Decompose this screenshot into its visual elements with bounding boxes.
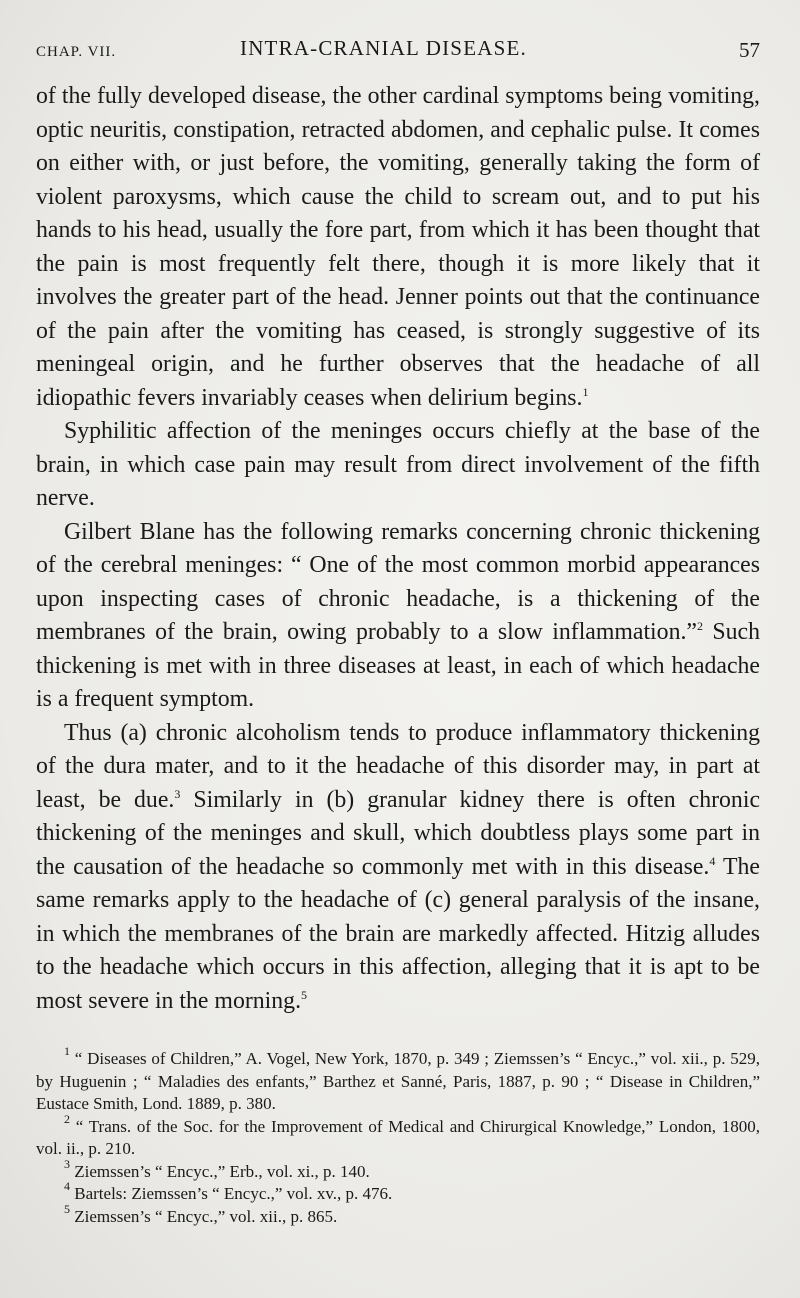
footnote-ref: 5 [301, 987, 308, 1002]
footnote-text: Ziemssen’s “ Encyc.,” Erb., vol. xi., p. 140. [74, 1161, 370, 1181]
paragraph-text: Such thickening is met with in three diseases at least, in each of which headache is a frequent symptom. [36, 619, 760, 712]
footnote [36, 1201, 760, 1229]
running-title: INTRA-CRANIAL DISEASE. [240, 36, 527, 60]
footnote-ref: 2 [696, 619, 703, 633]
page-number: 57 [739, 38, 760, 62]
footnote-number: 5 [64, 1201, 70, 1216]
paragraph [36, 717, 760, 1019]
footnote-text: Bartels: Ziemssen’s “ Encyc.,” vol. xv., p. 476. [74, 1184, 393, 1203]
paragraph-text: Syphilitic affection of the meninges occurs chiefly at the base of the brain, in which case pain may result from direct involvement of the fifth nerve. [36, 418, 760, 511]
footnote-text: “ Trans. of the Soc. for the Improvement of Medical and Chirurgical Knowledge,” London, 1800, vol. ii., p. 210. [36, 1116, 760, 1158]
footnote [36, 1111, 760, 1161]
footnote-text: Ziemssen’s “ Encyc.,” vol. xii., p. 865. [74, 1206, 338, 1226]
paragraph-continued [36, 80, 760, 415]
footnote-ref: 3 [174, 786, 181, 801]
main-text [36, 80, 760, 1018]
footnote-ref: 1 [582, 384, 589, 399]
paragraph [36, 516, 760, 717]
paragraph-text: of the fully developed disease, the other cardinal symptoms being vomiting, optic neuritis, constipation, retracted abdomen, and cephalic pulse. It comes on either with, or just before, the vomiting, generally taking the form of violent paroxysms, which cause the child to scream out, and to put his hands to his head, usually the fore part, from which it has been thought that the pain is most frequently felt there, though it is more likely that it involves the greater part of the head. Jenner points out that the continuance of the pain after the vomiting has ceased, is strongly suggestive of its meningeal origin, and he further observes that the headache of all idiopathic fevers invariably ceases when delirium begins. [36, 83, 760, 411]
footnote-text: “ Diseases of Children,” A. Vogel, New York, 1870, p. 349 ; Ziemssen’s “ Encyc.,” vol. xii., p. 529, by Huguenin ; “ Maladies des enfants,” Barthez et Sanné, Paris, 1887, p. 90 ; “ Disease in Children,” Eustace Smith, Lond. 1889, p. 380. [36, 1049, 760, 1113]
running-header [36, 34, 760, 64]
footnote-number: 1 [64, 1044, 70, 1058]
paragraph-text: Thus (a) chronic alcoholism tends to produce inflammatory thickening of the dura mater, and to it the headache of this disorder may, in part at least, be due. [36, 719, 760, 813]
footnote [36, 1156, 760, 1184]
footnote-ref: 4 [709, 853, 716, 868]
footnotes [36, 1044, 760, 1228]
footnote-number: 3 [64, 1156, 70, 1171]
footnote-number: 4 [64, 1179, 70, 1193]
footnote [36, 1179, 760, 1206]
chapter-label: CHAP. VII. [36, 44, 117, 60]
paragraph-text: Gilbert Blane has the following remarks concerning chronic thickening of the cerebral meninges: “ One of the most common morbid appearances upon inspecting cases of chronic headache, is a thickening of the membranes of the brain, owing probably to a slow inflammation.” [36, 518, 760, 645]
footnote-number: 2 [64, 1111, 70, 1126]
paragraph-text: The same remarks apply to the headache of (c) general paralysis of the insane, in which the membranes of the brain are markedly affected. Hitzig alludes to the headache which occurs in this affection, alleging that it is apt to be most severe in the morning. [36, 853, 760, 1014]
footnote [36, 1044, 760, 1116]
paragraph [36, 415, 760, 516]
paragraph-text: Similarly in (b) granular kidney there is often chronic thickening of the meninges and skull, which doubtless plays some part in the causation of the headache so commonly met with in this disease. [36, 786, 761, 880]
